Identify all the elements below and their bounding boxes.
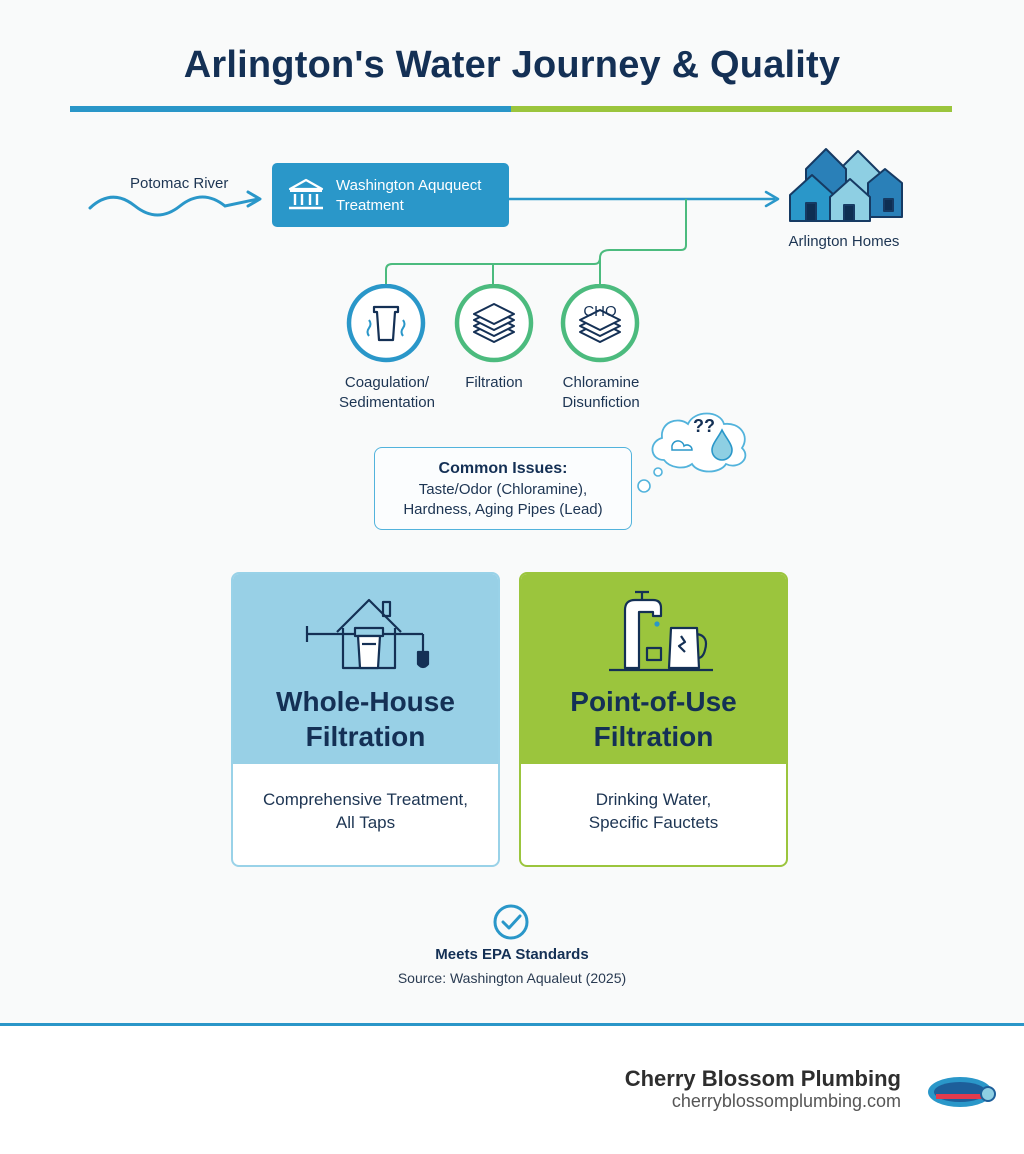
treatment-label: Washington Aququect Treatment: [336, 177, 482, 214]
treatment-box: [272, 163, 509, 227]
point-of-use-card: [519, 572, 788, 867]
brand-url[interactable]: cherryblossomplumbing.com: [671, 1091, 901, 1111]
homes-label: Arlington Homes: [788, 233, 900, 250]
house-filter-icon: [303, 592, 433, 676]
check-circle-icon: [491, 902, 531, 942]
point-of-use-title: Point-of-Use Filtration: [570, 686, 737, 752]
homes-icon: [786, 143, 906, 225]
source-note: Source: Washington Aqualeut (2025): [397, 970, 627, 986]
point-of-use-desc: Drinking Water, Specific Fauctets: [588, 790, 719, 832]
coagulation-step-icon: [343, 284, 429, 364]
step-label-filtration: Filtration: [465, 374, 523, 391]
point-of-use-card-header: [521, 574, 786, 764]
issue-line-2: Hardness, Aging Pipes (Lead): [403, 501, 603, 518]
page-title: Arlington's Water Journey & Quality: [183, 44, 841, 86]
epa-label: Meets EPA Standards: [435, 946, 589, 963]
step-label-coagulation: Coagulation/ Sedimentation: [339, 374, 435, 411]
brand-name: Cherry Blossom Plumbing: [624, 1066, 901, 1091]
question-marks: ??: [693, 416, 715, 436]
chem-symbol: CHO: [583, 303, 617, 320]
whole-house-card-header: [233, 574, 498, 764]
issues-title: Common Issues:: [438, 460, 568, 477]
chloramine-step-icon: [557, 284, 643, 364]
brand-logo-icon: [926, 1072, 998, 1112]
step-label-chloramine: Chloramine Disunfiction: [562, 374, 640, 411]
building-icon: [286, 177, 326, 213]
faucet-pitcher-icon: [605, 588, 717, 676]
filtration-step-icon: [451, 284, 537, 364]
whole-house-desc: Comprehensive Treatment, All Taps: [262, 790, 469, 832]
thought-bubble-icon: [628, 404, 758, 496]
issue-line-1: Taste/Odor (Chloramine),: [418, 481, 588, 498]
whole-house-card: [231, 572, 500, 867]
issues-box: [374, 447, 632, 530]
river-label: Potomac River: [130, 175, 229, 192]
whole-house-title: Whole-House Filtration: [276, 686, 455, 752]
river-wave-icon: [90, 197, 258, 215]
